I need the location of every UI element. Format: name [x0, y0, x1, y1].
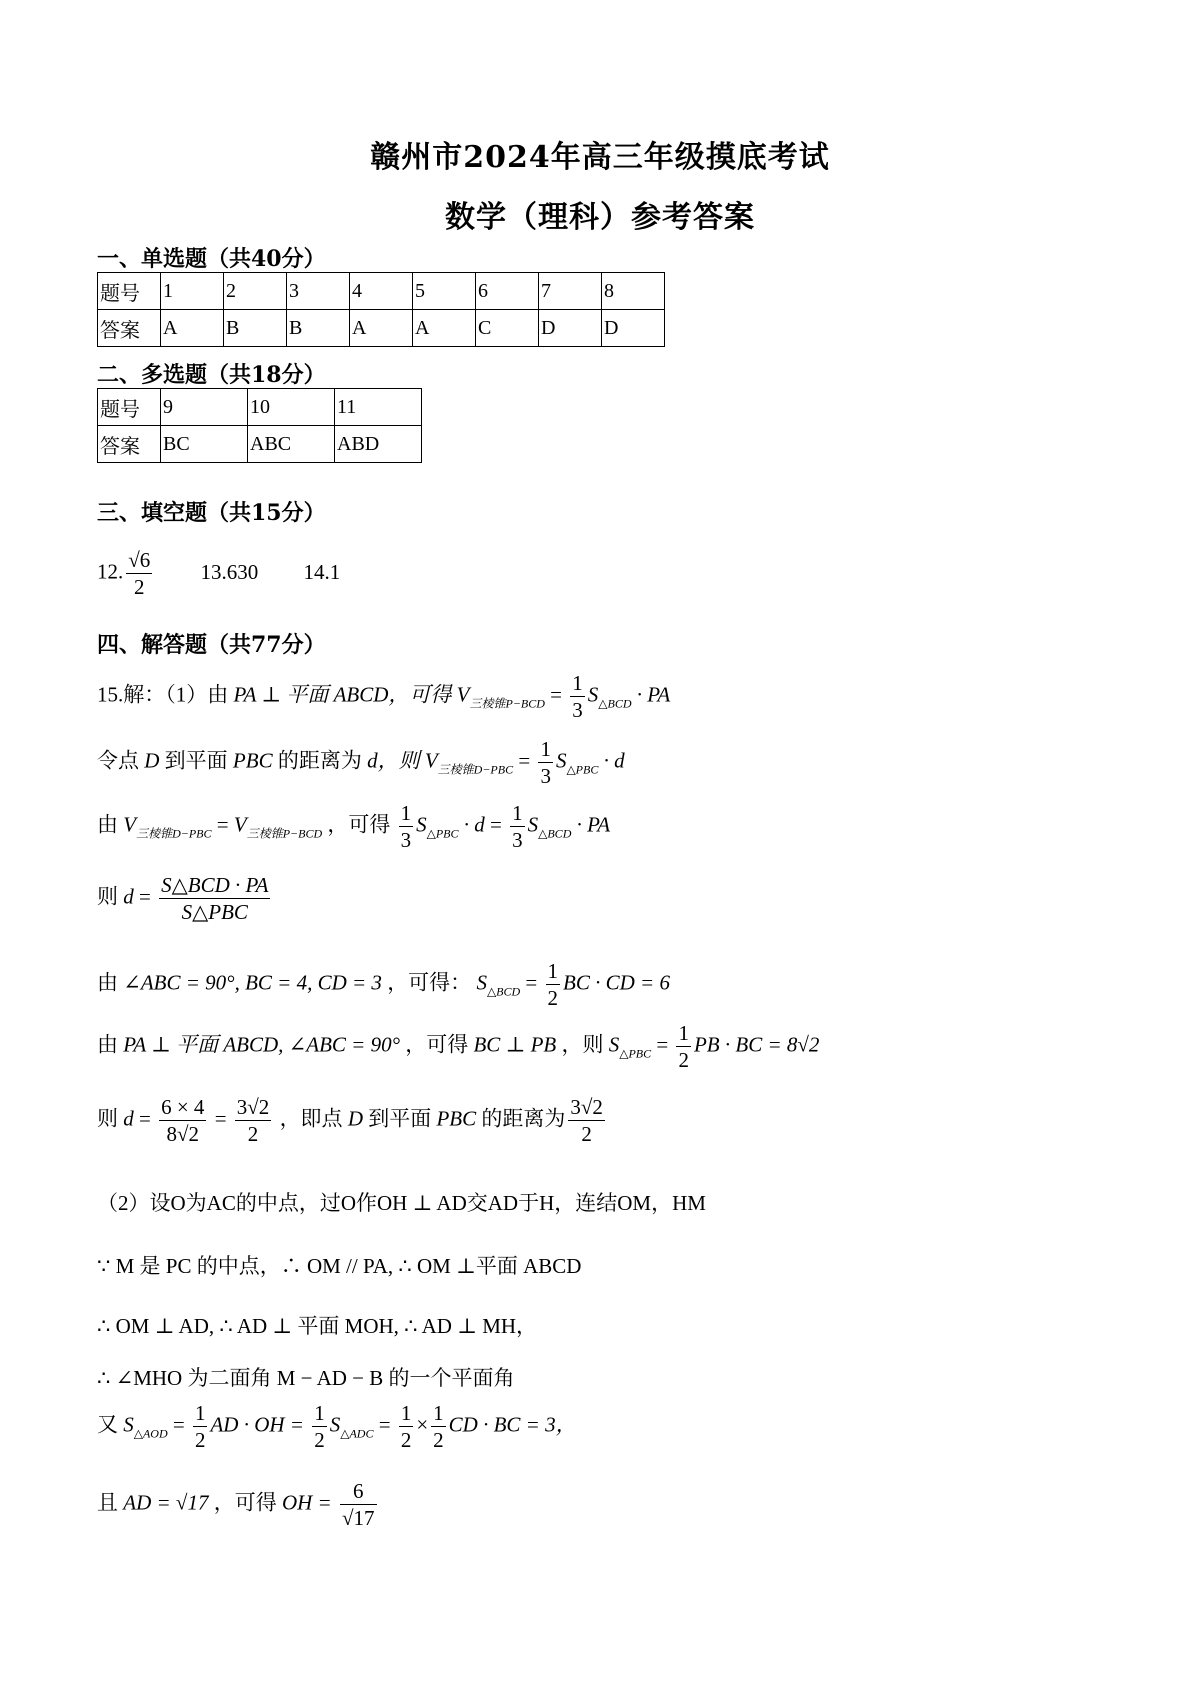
math-expr: CD · BC = 3， — [448, 1412, 577, 1437]
denominator: 8√2 — [166, 1122, 200, 1147]
numerator: 6 — [340, 1478, 377, 1505]
fraction-one-half — [193, 1400, 208, 1454]
equals: = — [378, 1412, 391, 1437]
subscript: 三棱锥D−PBC — [437, 762, 514, 777]
math-var: PBC — [436, 1106, 477, 1131]
question-number-cell: 6 — [476, 273, 539, 310]
question-number-cell: 4 — [350, 273, 413, 310]
fraction-3r2-over-2 — [235, 1094, 272, 1148]
subscript: 三棱锥P−BCD — [469, 696, 545, 711]
denominator: 2 — [547, 986, 559, 1011]
times-sign: × — [416, 1412, 429, 1437]
text: ，可得 — [213, 1490, 277, 1515]
math-var: S — [329, 1412, 341, 1437]
solution-line-1 — [97, 670, 670, 724]
solution-line-4 — [97, 872, 273, 926]
numerator: 1 — [538, 736, 553, 763]
document-subtitle: 数学（理科）参考答案 — [445, 200, 755, 235]
math-var: V — [233, 812, 247, 837]
numerator: 1 — [546, 958, 561, 985]
section1-heading: 一、单选题（共40分） — [97, 246, 326, 272]
question-number-cell: 3 — [287, 273, 350, 310]
table-row — [98, 273, 665, 310]
subscript: 三棱锥P−BCD — [246, 826, 323, 841]
equals: = — [139, 1106, 151, 1131]
q12-fraction — [126, 547, 152, 601]
subscript: △PBC — [426, 826, 459, 841]
numerator: 3√2 — [235, 1094, 272, 1121]
row-label-number: 题号 — [98, 389, 161, 426]
text: ，即点 — [279, 1106, 343, 1131]
math-var: S — [416, 812, 427, 837]
math-expr: AD = √17 — [123, 1490, 209, 1515]
denominator: 3 — [540, 764, 551, 789]
math-var: PBC — [232, 748, 273, 773]
subscript: △BCD — [538, 826, 572, 841]
text: 则 — [97, 884, 118, 909]
fraction-one-third — [510, 800, 525, 854]
subscript: △BCD — [486, 984, 521, 999]
fraction-one-half — [399, 1400, 414, 1454]
math-var: D — [144, 748, 160, 773]
multi-choice-answer-table — [97, 388, 422, 463]
equals: = — [550, 682, 563, 707]
numerator: S△BCD · PA — [159, 872, 270, 899]
section2-heading: 二、多选题（共18分） — [97, 362, 326, 388]
subscript: △PBC — [566, 762, 599, 777]
math-expr: PB · BC = 8√2 — [693, 1032, 820, 1057]
answer-cell: B — [224, 310, 287, 347]
fraction-6-over-sqrt17 — [340, 1478, 377, 1532]
numerator: 6 × 4 — [159, 1094, 206, 1121]
solution-line-6 — [97, 1020, 819, 1074]
table-row — [98, 310, 665, 347]
subscript: △PBC — [619, 1046, 652, 1061]
answer-cell: ABD — [335, 426, 422, 463]
table-row — [98, 389, 422, 426]
fill-blank-answers — [97, 547, 340, 601]
fraction-one-half — [676, 1020, 691, 1074]
question-number-cell: 7 — [539, 273, 602, 310]
denominator: 2 — [433, 1428, 444, 1453]
denominator: 2 — [314, 1428, 325, 1453]
q12-label: 12. — [97, 559, 124, 584]
text: ，可得： — [387, 970, 472, 995]
q14-answer: 14.1 — [303, 559, 341, 584]
solution-line-9: ∵ M 是 PC 的中点，∴ OM // PA, ∴ OM ⊥平面 ABCD — [97, 1254, 582, 1278]
section4-heading: 四、解答题（共77分） — [97, 632, 326, 658]
row-label-number: 题号 — [98, 273, 161, 310]
q13-answer: 13.630 — [200, 559, 259, 584]
answer-cell: B — [287, 310, 350, 347]
math-expr: BC ⊥ PB — [473, 1032, 557, 1057]
math-var: V — [424, 748, 438, 773]
solution-line-2 — [97, 736, 625, 790]
math-expr: · PA — [576, 812, 611, 837]
answer-cell: A — [413, 310, 476, 347]
denominator: 2 — [247, 1122, 259, 1147]
equals: = — [525, 970, 538, 995]
fraction-one-half — [431, 1400, 446, 1454]
fraction-one-half — [312, 1400, 327, 1454]
text: 的距离为 — [481, 1106, 566, 1131]
math-var: d — [123, 884, 134, 909]
denominator: 2 — [194, 1428, 206, 1453]
numerator: 1 — [676, 1020, 691, 1047]
question-number-cell: 2 — [224, 273, 287, 310]
fraction-one-third — [399, 800, 414, 854]
fraction-one-half — [546, 958, 561, 1012]
answer-cell: C — [476, 310, 539, 347]
math-var: V — [456, 682, 470, 707]
fraction-6x4 — [159, 1094, 206, 1148]
solution-line-12 — [97, 1400, 577, 1454]
denominator: √17 — [341, 1506, 375, 1531]
question-number-cell: 5 — [413, 273, 476, 310]
math-var: S — [555, 748, 567, 773]
numerator: 1 — [312, 1400, 327, 1427]
fraction-one-third — [570, 670, 585, 724]
solution-line-3 — [97, 800, 610, 854]
text: 15.解：（1）由 — [97, 682, 229, 707]
numerator: 1 — [431, 1400, 446, 1427]
denominator: S△PBC — [181, 900, 248, 925]
text: 到平面 — [368, 1106, 432, 1131]
math-var: S — [527, 812, 539, 837]
text: ，可得 — [405, 1032, 469, 1057]
equals: = — [172, 1412, 185, 1437]
math-expr: BC · CD = 6 — [563, 970, 670, 995]
equals: = — [490, 812, 502, 837]
q12-denominator: 2 — [134, 575, 145, 600]
numerator: 3√2 — [568, 1094, 605, 1121]
row-label-answer: 答案 — [98, 310, 161, 347]
denominator: 2 — [581, 1122, 592, 1147]
answer-cell: D — [602, 310, 665, 347]
text: 的距离为 — [277, 748, 362, 773]
solution-line-11: ∴ ∠MHO 为二面角 M − AD − B 的一个平面角 — [97, 1366, 515, 1390]
numerator: 1 — [193, 1400, 208, 1427]
text: ，可得 — [327, 812, 391, 837]
numerator: 1 — [570, 670, 585, 697]
subscript: △ADC — [340, 1426, 374, 1441]
equals: = — [214, 1106, 227, 1131]
math-var: S — [608, 1032, 620, 1057]
math-expr: · PA — [636, 682, 671, 707]
math-var: S — [587, 682, 599, 707]
equals: = — [518, 748, 531, 773]
math-expr: ∠ABC = 90°, BC = 4, CD = 3 — [123, 970, 382, 995]
equals: = — [216, 812, 229, 837]
text: ，则 — [561, 1032, 604, 1057]
solution-line-10: ∴ OM ⊥ AD, ∴ AD ⊥ 平面 MOH, ∴ AD ⊥ MH， — [97, 1314, 538, 1338]
q12-numerator: √6 — [126, 547, 152, 574]
answer-cell: ABC — [248, 426, 335, 463]
subscript: △BCD — [598, 696, 632, 711]
table-row — [98, 426, 422, 463]
document-title: 赣州市2024年高三年级摸底考试 — [370, 140, 830, 175]
math-var: D — [347, 1106, 363, 1131]
numerator: 1 — [510, 800, 525, 827]
denominator: 3 — [572, 698, 583, 723]
numerator: 1 — [399, 800, 414, 827]
denominator: 2 — [678, 1048, 689, 1073]
row-label-answer: 答案 — [98, 426, 161, 463]
numerator: 1 — [399, 1400, 414, 1427]
math-expr: · d — [463, 812, 485, 837]
question-number-cell: 11 — [335, 389, 422, 426]
math-expr: PA ⊥ 平面 ABCD, ∠ABC = 90° — [123, 1032, 400, 1057]
question-number-cell: 9 — [161, 389, 248, 426]
solution-line-13 — [97, 1478, 380, 1532]
fraction-3r2-over-2 — [568, 1094, 605, 1148]
fraction-d — [159, 872, 270, 926]
text: 到平面 — [164, 748, 228, 773]
question-number-cell: 10 — [248, 389, 335, 426]
denominator: 2 — [400, 1428, 412, 1453]
section3-heading: 三、填空题（共15分） — [97, 500, 326, 526]
solution-line-5 — [97, 958, 670, 1012]
subscript: △AOD — [133, 1426, 168, 1441]
text: 且 — [97, 1490, 118, 1515]
question-number-cell: 1 — [161, 273, 224, 310]
single-choice-answer-table — [97, 272, 665, 347]
text: 又 — [97, 1412, 118, 1437]
math-expr: PA ⊥ 平面 ABCD，可得 — [233, 682, 452, 707]
answer-cell: A — [161, 310, 224, 347]
text: 令点 — [97, 748, 139, 773]
text: 则 — [97, 1106, 118, 1131]
solution-line-7 — [97, 1094, 608, 1148]
equals: = — [139, 884, 151, 909]
denominator: 3 — [400, 828, 412, 853]
math-var: S — [476, 970, 487, 995]
answer-cell: D — [539, 310, 602, 347]
text: 由 — [97, 812, 118, 837]
text: 由 — [97, 970, 118, 995]
denominator: 3 — [512, 828, 523, 853]
subscript: 三棱锥D−PBC — [136, 826, 212, 841]
equals: = — [656, 1032, 669, 1057]
math-var: S — [123, 1412, 134, 1437]
math-expr: OH = — [281, 1490, 332, 1515]
text: 由 — [97, 1032, 118, 1057]
math-expr: AD · OH = — [210, 1412, 304, 1437]
question-number-cell: 8 — [602, 273, 665, 310]
fraction-one-third — [538, 736, 553, 790]
solution-line-8: （2）设O为AC的中点，过O作OH ⊥ AD交AD于H，连结OM，HM — [97, 1191, 706, 1215]
math-var: d — [123, 1106, 134, 1131]
math-var: V — [123, 812, 137, 837]
answer-cell: BC — [161, 426, 248, 463]
answer-cell: A — [350, 310, 413, 347]
math-expr: d，则 — [367, 748, 420, 773]
math-expr: · d — [603, 748, 625, 773]
